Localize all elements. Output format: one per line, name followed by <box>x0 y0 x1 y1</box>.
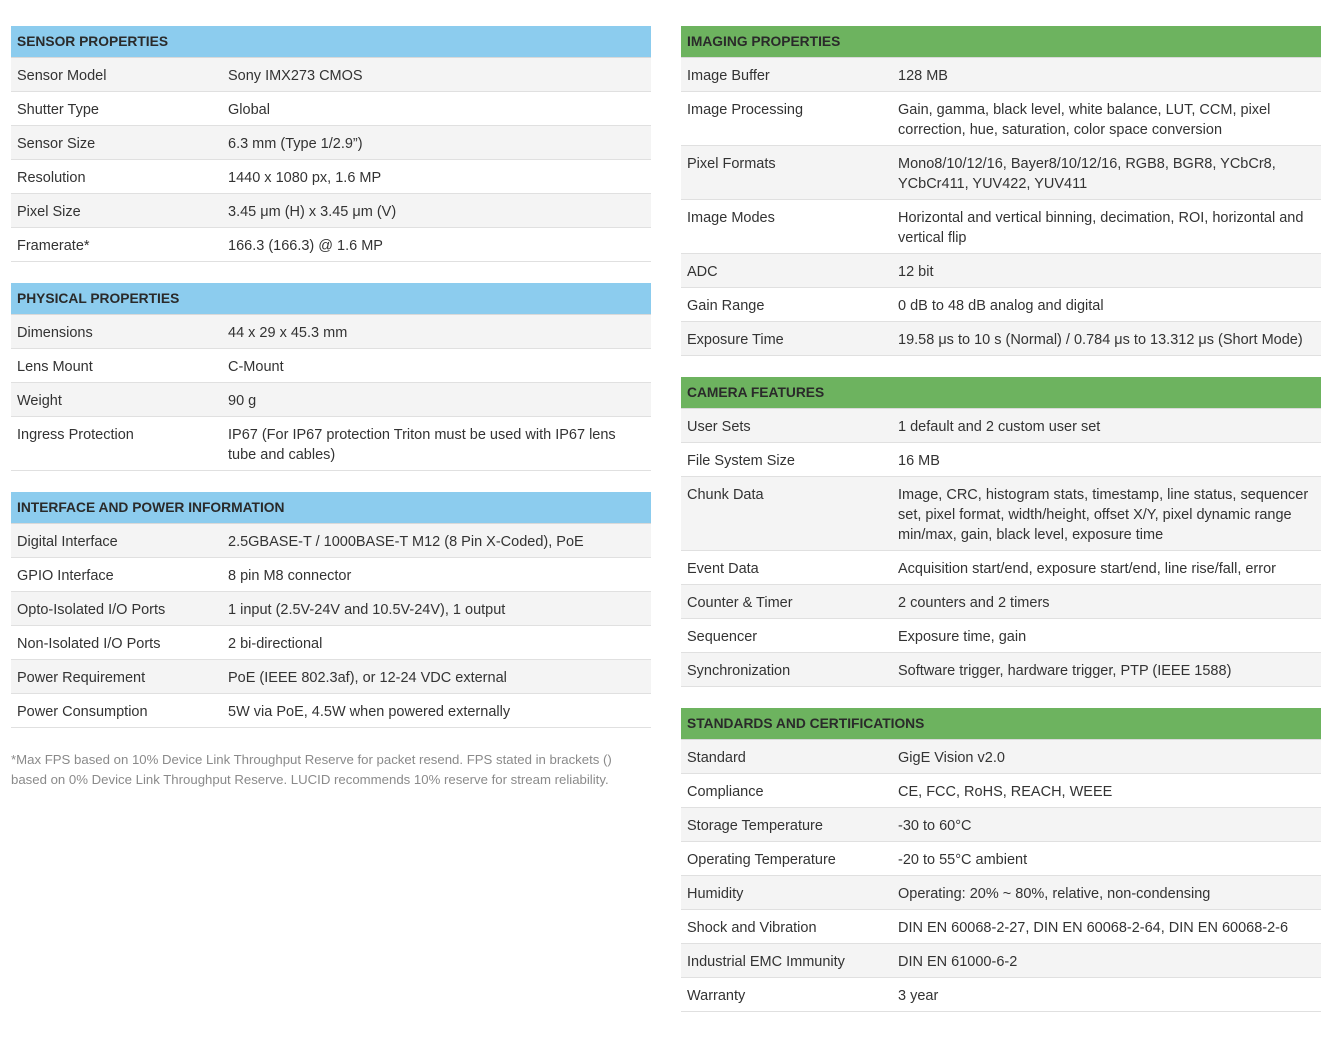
row-label: Counter & Timer <box>687 595 793 611</box>
spec-table <box>11 524 651 728</box>
row-label: Pixel Formats <box>687 156 776 172</box>
section-title: SENSOR PROPERTIES <box>11 26 651 58</box>
row-value: Image, CRC, histogram stats, timestamp, line status, sequencer set, pixel format, width/height, offset X/Y, pixel dynamic range min/max, gain, black level, exposure time <box>898 487 1309 543</box>
table-row <box>11 383 651 417</box>
row-value: 128 MB <box>898 68 948 84</box>
row-label: Dimensions <box>17 325 93 341</box>
table-row <box>681 477 1321 551</box>
spec-table <box>681 58 1321 356</box>
section-imaging-properties <box>681 26 1321 356</box>
row-value: 3.45 μm (H) x 3.45 μm (V) <box>228 204 397 220</box>
table-row <box>681 774 1321 808</box>
spec-table <box>681 409 1321 687</box>
row-value: IP67 (For IP67 protection Triton must be used with IP67 lens tube and cables) <box>228 427 616 463</box>
spec-table <box>681 740 1321 1012</box>
row-value: Global <box>228 102 270 118</box>
table-row <box>681 740 1321 774</box>
row-value: 2 bi-directional <box>228 636 323 652</box>
left-column <box>11 26 651 790</box>
section-title: STANDARDS AND CERTIFICATIONS <box>681 708 1321 740</box>
table-row <box>681 92 1321 146</box>
row-label: Synchronization <box>687 663 791 679</box>
table-row <box>681 443 1321 477</box>
row-label: Chunk Data <box>687 487 764 503</box>
section-sensor-properties <box>11 26 651 262</box>
row-label: Power Consumption <box>17 704 148 720</box>
row-label: User Sets <box>687 419 751 435</box>
spec-table <box>11 58 651 262</box>
table-row <box>11 592 651 626</box>
row-label: Sequencer <box>687 629 758 645</box>
row-value: C-Mount <box>228 359 284 375</box>
table-row <box>681 808 1321 842</box>
row-label: Power Requirement <box>17 670 146 686</box>
row-label: Weight <box>17 393 62 409</box>
row-label: File System Size <box>687 453 795 469</box>
row-label: Humidity <box>687 886 744 902</box>
section-title: PHYSICAL PROPERTIES <box>11 283 651 315</box>
row-value: 1 input (2.5V-24V and 10.5V-24V), 1 output <box>228 602 506 618</box>
table-row <box>11 228 651 262</box>
row-label: Image Modes <box>687 210 775 226</box>
table-row <box>681 842 1321 876</box>
table-row <box>11 694 651 728</box>
table-row <box>681 288 1321 322</box>
footnote: *Max FPS based on 10% Device Link Throughput Reserve for packet resend. FPS stated in brackets () based on 0% Device Link Throughput Reserve. LUCID recommends 10% reserve for stream reliability. <box>11 752 612 787</box>
table-row <box>681 200 1321 254</box>
section-physical-properties <box>11 283 651 471</box>
row-value: 90 g <box>228 393 257 409</box>
section-title: CAMERA FEATURES <box>681 377 1321 409</box>
row-label: Gain Range <box>687 298 765 314</box>
row-label: Compliance <box>687 784 764 800</box>
row-value: 0 dB to 48 dB analog and digital <box>898 298 1104 314</box>
table-row <box>11 524 651 558</box>
row-label: Storage Temperature <box>687 818 823 834</box>
row-value: 1440 x 1080 px, 1.6 MP <box>228 170 382 186</box>
table-row <box>11 58 651 92</box>
row-label: Framerate* <box>17 238 90 254</box>
row-value: 2.5GBASE-T / 1000BASE-T M12 (8 Pin X-Coded), PoE <box>228 534 584 550</box>
row-label: Image Processing <box>687 102 804 118</box>
row-value: Gain, gamma, black level, white balance, LUT, CCM, pixel correction, hue, saturation, color space conversion <box>898 102 1271 138</box>
table-row <box>681 146 1321 200</box>
right-column <box>681 26 1321 1033</box>
table-row <box>681 910 1321 944</box>
row-label: Exposure Time <box>687 332 784 348</box>
table-row <box>11 417 651 471</box>
row-label: Operating Temperature <box>687 852 836 868</box>
row-label: Shock and Vibration <box>687 920 817 936</box>
row-value: Exposure time, gain <box>898 629 1027 645</box>
row-label: Warranty <box>687 988 746 1004</box>
table-row <box>11 92 651 126</box>
table-row <box>11 349 651 383</box>
table-row <box>11 315 651 349</box>
table-row <box>11 194 651 228</box>
table-row <box>681 551 1321 585</box>
table-row <box>681 944 1321 978</box>
section-standards-certifications <box>681 708 1321 1012</box>
row-label: GPIO Interface <box>17 568 114 584</box>
row-value: -30 to 60°C <box>898 818 972 834</box>
row-value: DIN EN 61000-6-2 <box>898 954 1018 970</box>
spec-table <box>11 315 651 471</box>
row-label: Industrial EMC Immunity <box>687 954 845 970</box>
table-row <box>11 626 651 660</box>
row-label: Sensor Model <box>17 68 107 84</box>
table-row <box>681 619 1321 653</box>
row-value: GigE Vision v2.0 <box>898 750 1005 766</box>
row-value: Acquisition start/end, exposure start/end, line rise/fall, error <box>898 561 1276 577</box>
table-row <box>681 978 1321 1012</box>
row-label: Non-Isolated I/O Ports <box>17 636 161 652</box>
row-value: Mono8/10/12/16, Bayer8/10/12/16, RGB8, BGR8, YCbCr8, YCbCr411, YUV422, YUV411 <box>898 156 1276 192</box>
row-value: 5W via PoE, 4.5W when powered externally <box>228 704 511 720</box>
row-label: Event Data <box>687 561 759 577</box>
row-label: Lens Mount <box>17 359 93 375</box>
row-value: 1 default and 2 custom user set <box>898 419 1101 435</box>
row-value: 12 bit <box>898 264 934 280</box>
section-interface-power <box>11 492 651 728</box>
row-label: Resolution <box>17 170 86 186</box>
row-value: -20 to 55°C ambient <box>898 852 1028 868</box>
row-value: 166.3 (166.3) @ 1.6 MP <box>228 238 383 254</box>
row-value: CE, FCC, RoHS, REACH, WEEE <box>898 784 1113 800</box>
row-value: 6.3 mm (Type 1/2.9”) <box>228 136 363 152</box>
row-label: Opto-Isolated I/O Ports <box>17 602 166 618</box>
row-value: Horizontal and vertical binning, decimation, ROI, horizontal and vertical flip <box>898 210 1304 246</box>
row-value: 44 x 29 x 45.3 mm <box>228 325 348 341</box>
row-label: Sensor Size <box>17 136 96 152</box>
row-value: PoE (IEEE 802.3af), or 12-24 VDC external <box>228 670 507 686</box>
section-title: IMAGING PROPERTIES <box>681 26 1321 58</box>
row-label: Pixel Size <box>17 204 81 220</box>
table-row <box>681 585 1321 619</box>
section-title: INTERFACE AND POWER INFORMATION <box>11 492 651 524</box>
row-value: Operating: 20% ~ 80%, relative, non-condensing <box>898 886 1211 902</box>
row-value: Software trigger, hardware trigger, PTP (IEEE 1588) <box>898 663 1232 679</box>
table-row <box>11 126 651 160</box>
table-row <box>681 322 1321 356</box>
row-label: Image Buffer <box>687 68 770 84</box>
table-row <box>681 653 1321 687</box>
row-value: 3 year <box>898 988 939 1004</box>
row-label: ADC <box>687 264 718 280</box>
row-value: 8 pin M8 connector <box>228 568 352 584</box>
row-label: Shutter Type <box>17 102 99 118</box>
row-value: Sony IMX273 CMOS <box>228 68 363 84</box>
table-row <box>11 660 651 694</box>
table-row <box>681 254 1321 288</box>
table-row <box>11 558 651 592</box>
row-label: Standard <box>687 750 746 766</box>
row-value: 19.58 μs to 10 s (Normal) / 0.784 μs to 13.312 μs (Short Mode) <box>898 332 1303 348</box>
section-camera-features <box>681 377 1321 687</box>
row-value: DIN EN 60068-2-27, DIN EN 60068-2-64, DIN EN 60068-2-6 <box>898 920 1289 936</box>
row-value: 16 MB <box>898 453 940 469</box>
row-value: 2 counters and 2 timers <box>898 595 1050 611</box>
table-row <box>11 160 651 194</box>
row-label: Digital Interface <box>17 534 118 550</box>
table-row <box>681 409 1321 443</box>
table-row <box>681 876 1321 910</box>
row-label: Ingress Protection <box>17 427 134 443</box>
table-row <box>681 58 1321 92</box>
